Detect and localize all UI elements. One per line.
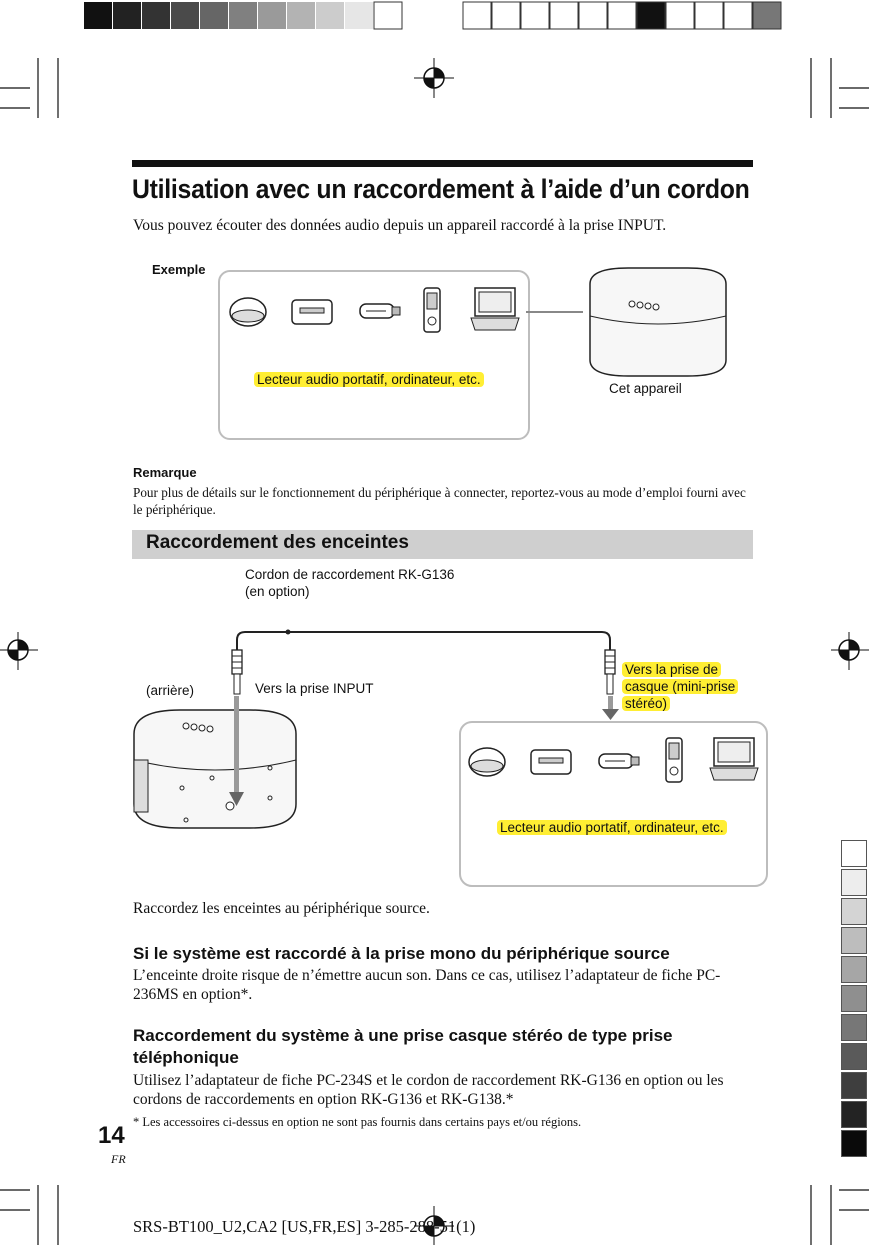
language-code: FR bbox=[111, 1152, 126, 1166]
example-devices-label: Lecteur audio portatif, ordinateur, etc. bbox=[254, 372, 484, 387]
section-title: Raccordement des enceintes bbox=[146, 532, 409, 553]
print-id: SRS-BT100_U2,CA2 [US,FR,ES] 3-285-288-51(1) bbox=[133, 1217, 476, 1236]
example-unit-label: Cet appareil bbox=[609, 381, 682, 396]
left-plug-icon bbox=[232, 650, 242, 694]
right-plug-icon bbox=[605, 650, 615, 694]
headphone-label-line3: stéréo) bbox=[622, 696, 670, 711]
grayscale-strip bbox=[841, 840, 869, 1160]
input-arrow bbox=[234, 696, 239, 794]
cd-player-icon bbox=[469, 748, 505, 776]
color-bar-right bbox=[463, 2, 781, 29]
mono-heading: Si le système est raccordé à la prise mono du périphérique source bbox=[133, 944, 670, 963]
speaker-rear-icon bbox=[134, 710, 296, 828]
walkman-icon bbox=[666, 738, 682, 782]
source-devices-label: Lecteur audio portatif, ordinateur, etc. bbox=[497, 820, 727, 835]
remark-text: Pour plus de détails sur le fonctionnement du périphérique à connecter, reportez-vous au mode d’emploi fourni avec le périphérique. bbox=[133, 485, 746, 517]
cable-label-line1: Cordon de raccordement RK-G136 bbox=[245, 567, 455, 582]
intro-text: Vous pouvez écouter des données audio depuis un appareil raccordé à la prise INPUT. bbox=[133, 217, 667, 234]
phone-text: Utilisez l’adaptateur de fiche PC-234S et le cordon de raccordement RK-G136 en option ou les cordons de raccordements en option RK-G136 et RK-G138.* bbox=[133, 1072, 724, 1108]
laptop-icon bbox=[710, 738, 758, 780]
connect-text: Raccordez les enceintes au périphérique source. bbox=[133, 900, 430, 917]
example-diagram bbox=[218, 260, 738, 440]
example-label: Exemple bbox=[152, 262, 206, 277]
registration-target-icon bbox=[829, 630, 869, 672]
registration-target-icon bbox=[0, 630, 40, 672]
cd-player-icon bbox=[230, 298, 266, 326]
phone-heading-line2: téléphonique bbox=[133, 1048, 239, 1067]
color-bar-left bbox=[84, 2, 402, 29]
speaker-unit-icon bbox=[590, 268, 726, 376]
registration-target-icon bbox=[414, 58, 454, 98]
mono-text: L’enceinte droite risque de n’émettre aucun son. Dans ce cas, utilisez l’adaptateur de fiche PC-236MS en option*. bbox=[133, 967, 721, 1003]
page-number: 14 bbox=[98, 1122, 125, 1149]
input-jack-label: Vers la prise INPUT bbox=[255, 681, 374, 696]
usb-player-icon bbox=[599, 754, 639, 768]
md-player-icon bbox=[292, 300, 332, 324]
md-player-icon bbox=[531, 750, 571, 774]
headphone-label-line1: Vers la prise de bbox=[622, 662, 721, 677]
cable-label-line2: (en option) bbox=[245, 584, 310, 599]
walkman-icon bbox=[424, 288, 440, 332]
laptop-icon bbox=[471, 288, 519, 330]
title-rule bbox=[132, 160, 753, 167]
footnote: * Les accessoires ci-dessus en option ne sont pas fournis dans certains pays et/ou régions. bbox=[133, 1115, 582, 1129]
headphone-label-line2: casque (mini-prise bbox=[622, 679, 738, 694]
headphone-arrow bbox=[608, 696, 613, 710]
usb-player-icon bbox=[360, 304, 400, 318]
phone-heading-line1: Raccordement du système à une prise casque stéréo de type prise bbox=[133, 1026, 673, 1045]
rear-label: (arrière) bbox=[146, 683, 195, 698]
print-registration-top bbox=[0, 0, 869, 120]
connection-diagram bbox=[120, 610, 770, 890]
cable-line bbox=[237, 632, 610, 650]
remark-title: Remarque bbox=[133, 465, 197, 480]
page-title: Utilisation avec un raccordement à l’aide d’un cordon bbox=[132, 174, 750, 204]
